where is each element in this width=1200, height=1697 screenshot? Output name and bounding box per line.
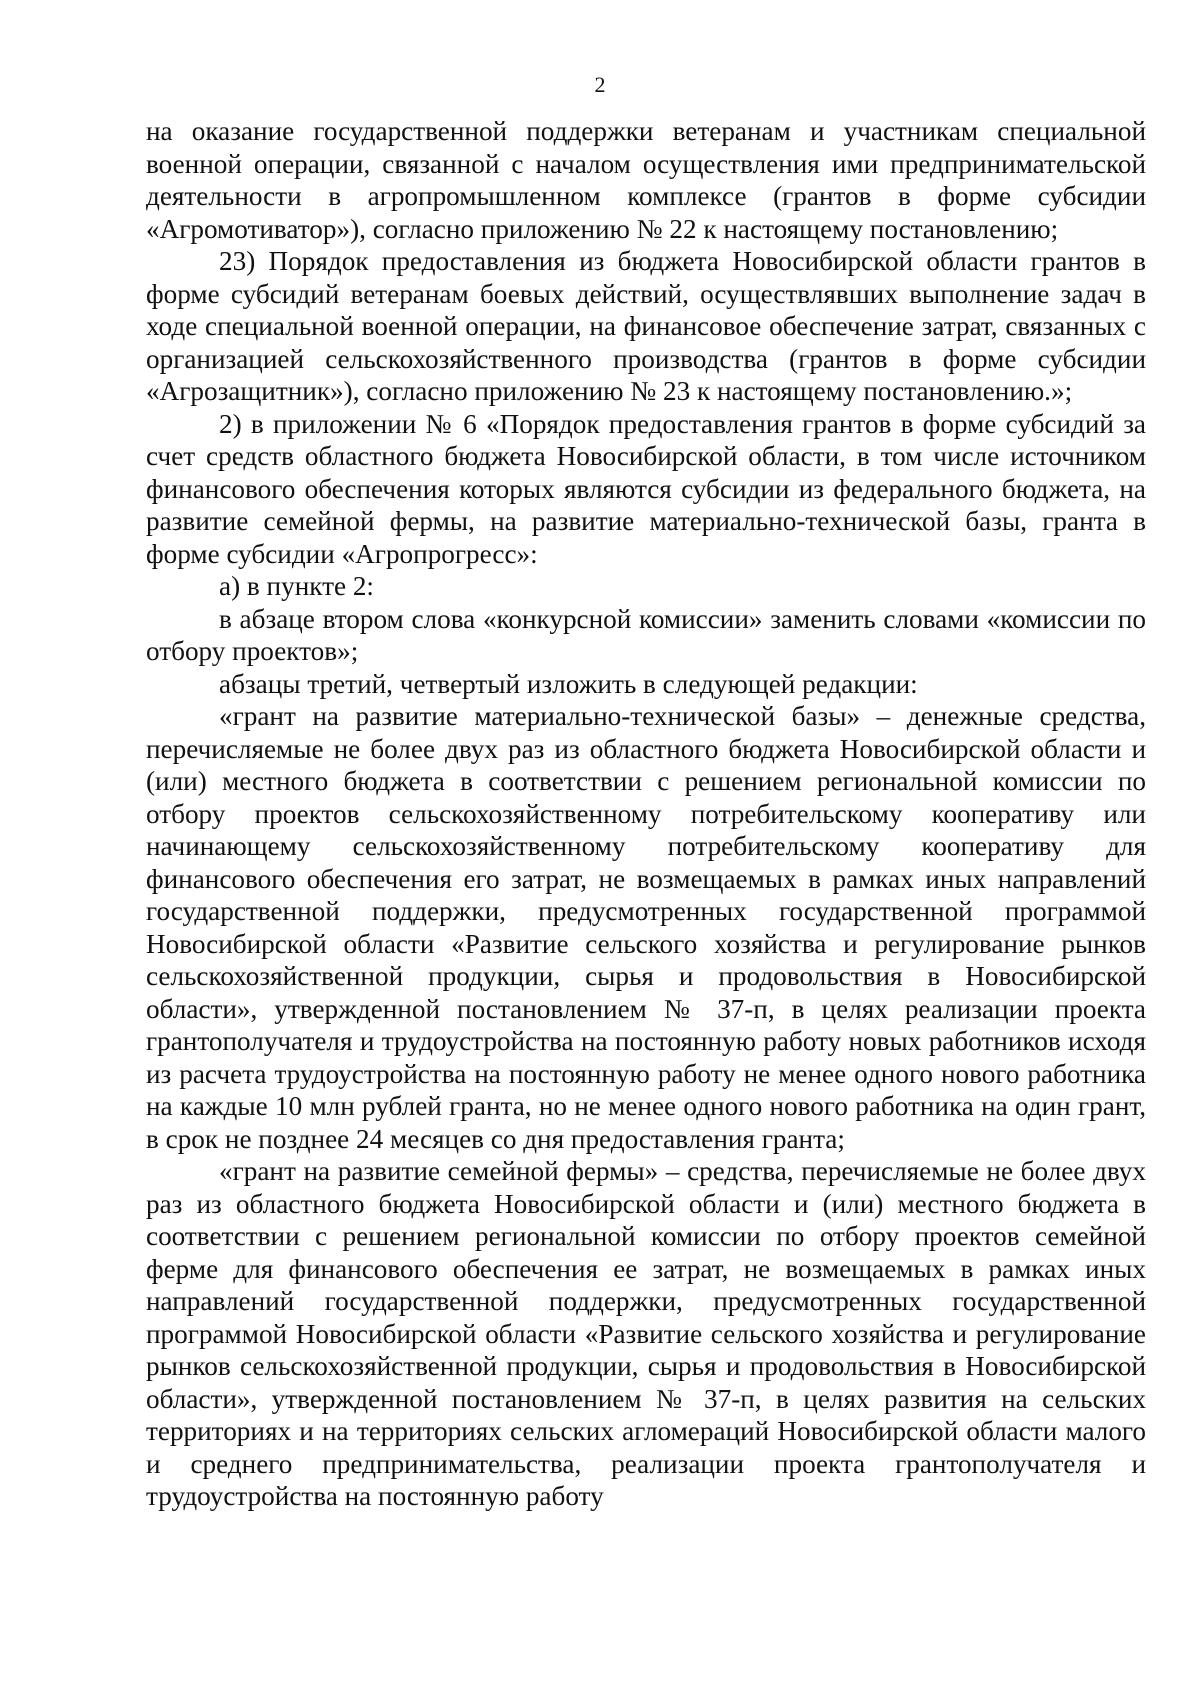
paragraph-definition-mtb: «грант на развитие материально-технической базы» – денежные средства, перечисляемые не более двух раз из областного бюджета Новосибирской области и (или) местного бюджета в соответствии с решением региональной комиссии по отбору проектов сельскохозяйственному потребительскому кооперативу или начинающему сельскохозяйственному потребительскому кооперативу для финансового обеспечения его затрат, не возмещаемых в рамках иных направлений государственной поддержки, предусмотренных государственной программой Новосибирской области «Развитие сельского хозяйства и регулирование рынков сельскохозяйственной продукции, сырья и продовольствия в Новосибирской области», утвержденной постановлением № 37-п, в целях реализации проекта грантополучателя и трудоустройства на постоянную работу новых работников исходя из расчета трудоустройства на постоянную работу не менее одного нового работника на каждые 10 млн рублей гранта, но не менее одного нового работника на один грант, в срок не позднее 24 месяцев со дня предоставления гранта;: [146, 701, 1146, 1154]
paragraph-definition-family-farm: «грант на развитие семейной фермы» – средства, перечисляемые не более двух раз из областного бюджета Новосибирской области и (или) местного бюджета в соответствии с решением региональной комиссии по отбору проектов семейной ферме для финансового обеспечения ее затрат, не возмещаемых в рамках иных направлений государственной поддержки, предусмотренных государственной программой Новосибирской области «Развитие сельского хозяйства и регулирование рынков сельскохозяйственной продукции, сырья и продовольствия в Новосибирской области», утвержденной постановлением № 37-п, в целях развития на сельских территориях и на территориях сельских агломераций Новосибирской области малого и среднего предпринимательства, реализации проекта грантополучателя и трудоустройства на постоянную работу: [146, 1156, 1146, 1511]
page-number: 2: [594, 72, 606, 97]
paragraph-item-23: 23) Порядок предоставления из бюджета Новосибирской области грантов в форме субсидий ветеранам боевых действий, осуществлявших выполнение задач в ходе специальной военной операции, на финансовое обеспечение затрат, связанных с организацией сельскохозяйственного производства (грантов в форме субсидии «Агрозащитник»), согласно приложению № 23 к настоящему постановлению.»;: [146, 246, 1146, 406]
paragraph-subitem-a: а) в пункте 2:: [219, 571, 374, 601]
paragraph-continuation: на оказание государственной поддержки ветеранам и участникам специальной военной операции, связанной с началом осуществления ими предпринимательской деятельности в агропромышленном комплексе (грантов в форме субсидии «Агромотиватор»), согласно приложению № 22 к настоящему постановлению;: [146, 116, 1146, 244]
paragraph-amendment-2: абзацы третий, четвертый изложить в следующей редакции:: [219, 668, 918, 699]
paragraph-item-2: 2) в приложении № 6 «Порядок предоставления грантов в форме субсидий за счет средств областного бюджета Новосибирской области, в том числе источником финансового обеспечения которых являются субсидии из федерального бюджета, на развитие семейной фермы, на развитие материально-технической базы, гранта в форме субсидии «Агропрогресс»:: [146, 408, 1146, 569]
document-body: [146, 115, 1146, 1513]
paragraph-amendment-1: в абзаце втором слова «конкурсной комиссии» заменить словами «комиссии по отбору проектов»;: [146, 603, 1146, 666]
